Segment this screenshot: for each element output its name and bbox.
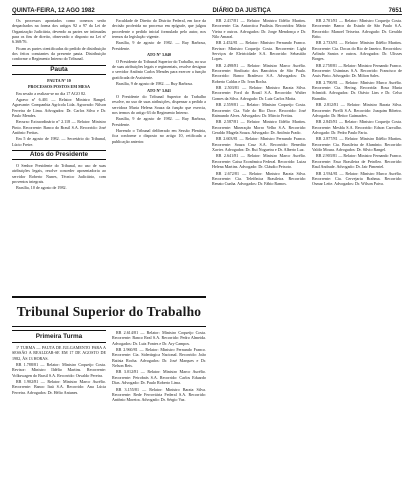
paragraph: RR 2.498/81 — Relator: Ministro Marco Aurélio. Recorrente: Sindicato dos Bancários de São Paulo. Recorrido: Banco Bradesco S.A. Advogados: Dr. Roberto Caldas e Dr. Ivan Rocha. (212, 62, 306, 84)
page-header (12, 4, 402, 15)
paragraph: RR 2.452/81 — Relator: Ministro Fernando Franco. Revisor: Ministro Coqueijo Costa. Recorrente: Light Serviços de Eletricidade S.A. Recorrido: Sebastião Lopes. (212, 40, 306, 62)
paragraph: Faculdade de Direito do Distrito Federal, em face da decisão proferida no processo em epígrafe, que julgou procedente o pedido inicial formulado pelo autor, nos termos da legislação vigente. (112, 18, 206, 39)
act-number: ATO Nº 3.040 (146, 52, 172, 58)
paragraph: RR 1.788/81 — Relator: Ministro Coqueijo Costa. Revisor: Ministro Ildélio Martins. Recorrente: Volkswagen do Brasil S.A. Recorrido: Osvaldo Pereira. (12, 362, 106, 378)
paragraph: Brasília, 9 de agosto de 1982. — Ruy Barbosa. (116, 81, 193, 87)
paragraph: Agravo nº 6.401 — Relator: Ministro Rangel. Agravante: Companhia Agrícola Ltda. Agravado: Nilson Ferreira de Lima. Advogados: Dr. Carlos Silva e Dr. Paulo Mendes. (12, 97, 106, 118)
column-2-lower (112, 330, 206, 490)
paragraph: RR 2.960/81 — Relator: Ministro Fernando Franco. Recorrente: Cia. Siderúrgica Nacional. Recorrido: João Batista Rocha. Advogados: Dr. José Marques e Dr. Nelson Reis. (112, 347, 206, 368)
paragraph: RR 2.758/81 — Relator: Ministro Fernando Franco. Recorrente: Usiminas S.A. Recorrido: Francisco de Assis Pinto. Advogado: Dr. Milton Sales. (312, 62, 402, 79)
column-1 (12, 18, 106, 292)
paragraph: RR 2.559/81 — Relator: Ministro Coqueijo Costa. Recorrente: Cia. Vale do Rio Doce. Recorrido: José Raimundo Alves. Advogados: Dr. Márcio Freitas. (212, 102, 306, 118)
paragraph: RR 2.587/81 — Relator: Ministro Ildélio Martins. Recorrente: Mineração Morro Velho S.A. Recorrido: Geraldo Magela Souza. Advogado: Dr. Antônio Prado. (212, 119, 306, 135)
paragraph: RR 2.603/81 — Relator: Ministro Fernando Franco. Recorrente: Souza Cruz S.A. Recorrido: Benedito Xavier. Advogados: Dr. Rui Nogueira e Dr. Alberto Luz. (212, 136, 306, 152)
paragraph: Havendo o Tribunal deliberado em Sessão Plenária, fica conforme o disposto no artigo 10, retificada a publicação anterior. (112, 128, 206, 144)
paragraph: RR 2.733/81 — Relator: Ministro Ildélio Martins. Recorrente: Cia. Docas do Rio de Janeiro. Recorridos: Arlindo Santos e outros. Advogados: Dr. Ulisses Borges. (312, 40, 402, 62)
paragraph: RR 2.614/81 — Relator: Ministro Coqueijo Costa. Recorrente: Banco Real S.A. Recorrido: Pedro Almeida. Advogados: Dr. Luiz Fontes e Dr. Ary Campos. (112, 330, 206, 346)
paragraph: Em sessão a realizar-se no dia 17 AGO 82. (16, 90, 87, 96)
paragraph: RR 2.845/81 — Relator: Ministro Coqueijo Costa. Recorrente: Mesbla S.A. Recorrido: Edson Carvalho. Advogado: Dr. Pedro Paulo Faria. (312, 119, 402, 135)
paragraph: Os processos apontados como conexos serão despachados na forma dos artigos 92 a 97 da Lei de Organização Judiciária, devendo as partes ser intimadas para os fins de direito, observado o disposto na Lei nº 6.368/76. (12, 18, 106, 45)
paragraph: RR 2.903/81 — Relator: Ministro Fernando Franco. Recorrente: Esso Brasileira de Petróleo. Recorrido: Raul Andrade. Advogado: Dr. Jair Pimentel. (312, 153, 402, 170)
pauta-number: PAUTA Nº 10 (47, 77, 71, 83)
column-3 (212, 18, 306, 496)
paragraph: Brasília, 9 de agosto de 1982. — Ruy Barbosa, Presidente. (112, 40, 206, 51)
section-heading-atos: Atos do Presidente (12, 150, 106, 160)
column-1-lower (12, 345, 106, 490)
paragraph: Brasília, 10 de agosto de 1982. (16, 185, 67, 191)
paragraph: RR 2.877/81 — Relator: Ministro Ildélio Martins. Recorrente: Cia. Brasileira de Alumínio. Recorrido: Valdir Moura. Advogados: Dr. Sílvio Rangel. (312, 136, 402, 152)
paragraph: RR 2.701/81 — Relator: Ministro Coqueijo Costa. Recorrente: Banco do Estado de São Paulo S.A. Recorrido: Manoel Teixeira. Advogado: Dr. Geraldo Brito. (312, 18, 402, 39)
tribunal-banner: Tribunal Superior do Trabalho (12, 296, 206, 327)
section-heading-pauta: Pauta (12, 65, 106, 75)
header-page-number: 7651 (388, 8, 402, 14)
column-4 (312, 18, 402, 496)
paragraph: RR 2.812/81 — Relator: Ministro Barata Silva. Recorrente: Pirelli S.A. Recorrido: Joaquim Ribeiro. Advogado: Dr. Heitor Guimarães. (312, 102, 402, 118)
paragraph: 1ª TURMA — PAUTA DE JULGAMENTO PARA A SESSÃO A REALIZAR-SE EM 17 DE AGOSTO DE 1982, ÀS 13 HORAS. (12, 345, 106, 361)
paragraph: RR 2.672/81 — Relator: Ministro Barata Silva. Recorrente: Cia. Telefônica Brasileira. Recorrido: Renato Cunha. Advogados: Dr. Fábio Ramos. (212, 170, 306, 187)
paragraph: RR 2.417/81 — Relator: Ministro Ildélio Martins. Recorrente: Cia. Antarctica Paulista. Recorridos: Mário Vieira e outros. Advogados: Dr. Jorge Mendonça e Dr. Nilo Amaral. (212, 18, 306, 39)
paragraph: RR 2.641/81 — Relator: Ministro Marco Aurélio. Recorrente: Caixa Econômica Federal. Recorrido: Luiza Helena Martins. Advogado: Dr. Cláudio Peixoto. (212, 153, 306, 170)
paragraph: RR 1.902/81 — Relator: Ministro Marco Aurélio. Recorrente: Banco Itaú S.A. Recorrido: Ana Lúcia Ferreira. Advogados: Dr. Hélio Antunes. (12, 379, 106, 395)
header-title: DIÁRIO DA JUSTIÇA (212, 8, 271, 14)
paragraph: RR 2.790/81 — Relator: Ministro Marco Aurélio. Recorrente: Cia. Hering. Recorrida: Rosa Maria Schmidt. Advogados: Dr. Otávio Lins e Dr. Celso Brandão. (312, 79, 402, 101)
pauta-title: PROCESSOS POSTOS EM MESA (28, 84, 90, 90)
section-heading-primeira-turma: Primeira Turma (12, 330, 106, 343)
paragraph: O Presidente do Tribunal Superior do Trabalho resolve, no uso de suas atribuições, dispensar a pedido a servidora Maria Helena Souza da função que exercia, nos termos do artigo 63 do Regimento Interno. (112, 93, 206, 115)
column-2 (112, 18, 206, 292)
act-number: ATO Nº 3.041 (146, 87, 172, 93)
paragraph: RR 2.503/81 — Relator: Ministro Barata Silva. Recorrente: Ford do Brasil S.A. Recorrido: Walter Gomes da Silva. Advogado: Dr. Luiz Carlos Motta. (212, 85, 306, 101)
paragraph: Brasília, 9 de agosto de 1982. — Ruy Barbosa, Presidente. (112, 116, 206, 127)
paragraph: Ficam as partes cientificadas do pedido de distribuição dos feitos constantes da presente pauta. Distribuição conforme o Regimento Interno do Tribunal. (12, 45, 106, 62)
paragraph: Recurso Extraordinário nº 2.118 — Relator: Ministro Pinto. Recorrente: Banco do Brasil S.A. Recorrido: José Antônio Freitas. (12, 119, 106, 135)
paragraph: RR 3.155/81 — Relator: Ministro Barata Silva. Recorrente: Rede Ferroviária Federal S.A. Recorrido: Antônio Moreira. Advogado: Dr. Sérgio Vaz. (112, 386, 206, 403)
paragraph: Em 5 de agosto de 1982. — Secretário do Tribunal, Lúcio Freire. (12, 136, 106, 147)
header-date: QUINTA-FEIRA, 12 AGO 1982 (12, 8, 95, 14)
paragraph: O Senhor Presidente do Tribunal, no uso de suas atribuições legais, resolve conceder aposentadoria ao servidor Roberto Nunes, Técnico Judiciário, com proventos integrais. (12, 163, 106, 184)
paragraph: RR 2.934/81 — Relator: Ministro Marco Aurélio. Recorrente: Cia. Cervejaria Brahma. Recorrido: Osmar Leite. Advogados: Dr. Wilson Paiva. (312, 170, 402, 187)
paragraph: O Presidente do Tribunal Superior do Trabalho, no uso de suas atribuições legais e regimentais, resolve designar o servidor Antônio Carlos Mendes para exercer a função gratificada de Assistente. (112, 58, 206, 80)
paragraph: RR 3.012/81 — Relator: Ministro Marco Aurélio. Recorrente: Petrobrás S.A. Recorrido: Carlos Eduardo Dias. Advogado: Dr. Paulo Roberto Lima. (112, 369, 206, 386)
